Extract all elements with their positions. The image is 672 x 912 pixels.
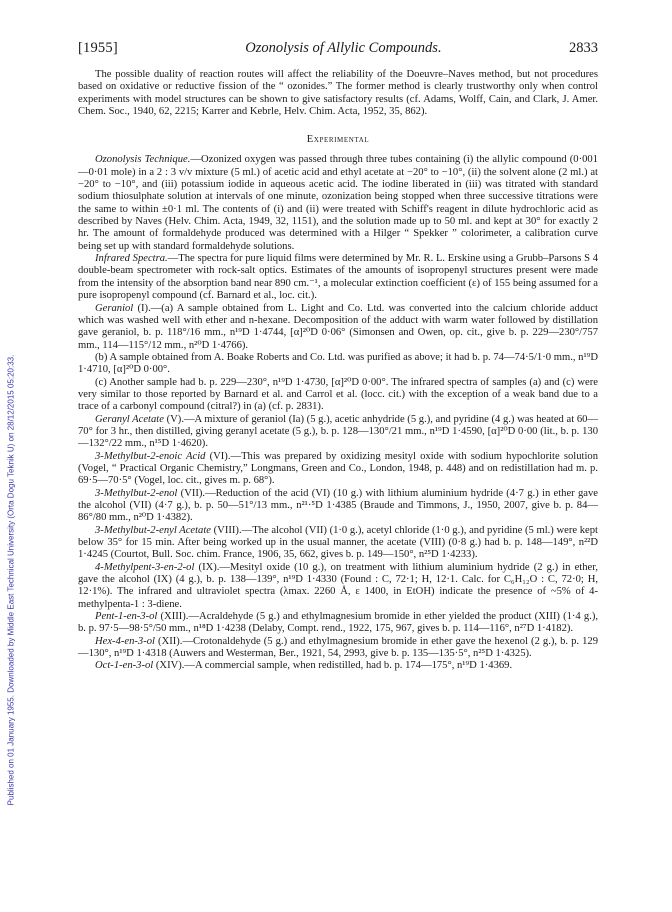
- page-header: [78, 40, 598, 57]
- paragraph-methylbutenol: [78, 488, 598, 525]
- paragraph-heading: Geranyl Acetate: [95, 413, 164, 425]
- paragraph-geraniol-b: [78, 352, 598, 377]
- paragraph-methylbutenyl-acetate: [78, 525, 598, 562]
- paragraph-body: (b) A sample obtained from A. Boake Roberts and Co. Ltd. was purified as above; it had b. p. 74—74·5/1·0 mm., n¹⁹D 1·4710, [α]²⁰D 0·00°.: [78, 351, 598, 376]
- paragraph-methylbutenoic-acid: [78, 451, 598, 488]
- paragraph-geraniol-a: [78, 303, 598, 352]
- paragraph-geraniol-c: [78, 377, 598, 414]
- intro-paragraph: The possible duality of reaction routes will affect the reliability of the Doeuvre–Naves method, but not procedures based on oxidative or reductive fission of the “ ozonides.” The former method is clearly trustworthy only when control experiments with model structures can be shown to give satisfactory results (cf. Adams, Wolff, Cain, and Clark, J. Amer. Chem. Soc., 1940, 62, 2215; Karrer and Kebrle, Helv. Chim. Acta, 1952, 35, 862).: [78, 69, 598, 118]
- paragraph-pentenol: [78, 611, 598, 636]
- paragraph-ozonolysis-technique: [78, 154, 598, 253]
- paragraph-body: (V).—A mixture of geraniol (Ia) (5 g.), acetic anhydride (5 g.), and pyridine (4 g.) was heated at 60—70° for 3 hr., then distilled, giving geranyl acetate (5 g.), b. p. 128—130°/21 mm., n¹⁹D 1·4590, [α]²⁰D 0·00 (lit., b. p. 130—132°/22 mm., n¹⁵D 1·4620).: [78, 413, 599, 450]
- paragraph-methylpentenol: [78, 562, 598, 611]
- paragraph-infrared-spectra: [78, 253, 598, 302]
- paragraph-body: (XIII).—Acraldehyde (5 g.) and ethylmagnesium bromide in ether yielded the product (XIII) (1·4 g.), b. p. 97·5—98·5°/50 mm., n¹⁸D 1·4238 (Delaby, Compt. rend., 1922, 175, 967, gives b. p. 114—116°, n²⁷D 1·4182).: [78, 611, 598, 635]
- paragraph-heading: Geraniol: [95, 302, 134, 314]
- paragraph-heading: 3-Methylbut-2-enyl Acetate: [95, 524, 211, 536]
- paragraph-hexenol: [78, 636, 598, 661]
- paragraph-heading: Hex-4-en-3-ol: [95, 635, 155, 647]
- paragraph-body: (VIII).—The alcohol (VII) (1·0 g.), acetyl chloride (1·0 g.), and pyridine (5 ml.) were kept below 35° for 15 min. After being worked up in the usual manner, the acetate (VIII) (0·8 g.) had b. p. 148—149°, n²²D 1·4245 (Courtot, Bull. Soc. chim. France, 1906, 35, 662, gives b. p. 149—150°, n²⁵D 1·4233).: [78, 524, 598, 561]
- paragraph-heading: Ozonolysis Technique.: [95, 154, 191, 166]
- paragraph-heading: Pent-1-en-3-ol: [95, 611, 158, 623]
- paragraph-heading: 3-Methylbut-2-enoic Acid: [95, 450, 206, 462]
- paragraph-body: (VII).—Reduction of the acid (VI) (10 g.) with lithium aluminium hydride (4·7 g.) in ether gave the alcohol (VII) (4·7 g.), b. p. 50—51°/13 mm., n²¹·⁵D 1·4385 (Braude and Timmons, J., 1950, 2007, give b. p. 84—86°/80 mm., n²⁰D 1·4382).: [78, 487, 598, 524]
- header-year: [1955]: [78, 40, 118, 56]
- paragraph-body: (XIV).—A commercial sample, when redistilled, had b. p. 174—175°, n¹⁹D 1·4369.: [153, 660, 513, 672]
- paragraph-heading: Infrared Spectra.: [95, 253, 168, 265]
- paragraph-heading: 4-Methylpent-3-en-2-ol: [95, 561, 195, 573]
- paragraph-body: (IX).—Mesityl oxide (10 g.), on treatment with lithium aluminium hydride (2 g.) in ether, gave the alcohol (IX) (4 g.), b. p. 138—139°, n¹⁹D 1·4330 (Found : C, 72·1; H, 12·1. Calc. for C₆H₁₂O : C, 72·0; H, 12·1%). The infrared and ultraviolet spectra (λmax. 2260 Å, ε 1400, in EtOH) indicate the presence of ~5% of 4-methylpenta-1 : 3-diene.: [78, 561, 598, 610]
- page-number: 2833: [569, 40, 598, 56]
- paragraph-body: (VI).—This was prepared by oxidizing mesityl oxide with sodium hypochlorite solution (Vogel, “ Practical Organic Chemistry,” Longmans, Green and Co., London, 1948, p. 448) and on redistillation had m. p. 69·5—70·5° (Vogel, loc. cit., gives m. p. 68°).: [78, 450, 598, 487]
- paragraph-heading: 3-Methylbut-2-enol: [95, 487, 178, 499]
- download-notice-sidebar: [0, 0, 22, 912]
- paragraph-heading: Oct-1-en-3-ol: [95, 660, 154, 672]
- journal-page: [78, 40, 598, 673]
- paragraph-body: —Ozonized oxygen was passed through three tubes containing (i) the allylic compound (0·001—0·01 mole) in a 2 : 3 v/v mixture (5 ml.) of acetic acid and ethyl acetate at −20° to −10°, (ii) the solvent alone (2 ml.) at −20° to −10°, and (iii) potassium iodide in aqueous acetic acid. The iodine liberated in (iii) was titrated with standard sodium thiosulphate solution at intervals of one minute, ozonization being stopped when three successive titrations were the same to within ±0·1 ml. The contents of (i) and (ii) were treated with Schiff's reagent in dilute hydrochloric acid as described by Naves (Helv. Chim. Acta, 1949, 32, 1151), and the solution made up to 50 ml. and kept at 30° for exactly 2 hr. The amount of formaldehyde produced was determined with a Hilger “ Spekker ” colorimeter, a calibration curve being set up with standard formaldehyde solutions.: [78, 154, 598, 252]
- paragraph-body: —The spectra for pure liquid films were determined by Mr. R. L. Erskine using a Grubb–Parsons S 4 double-beam spectrometer with rock-salt optics. Estimates of the amounts of isopropenyl structures present were made from the intensity of the absorption band near 890 cm.⁻¹, a molecular extinction coefficient (ε) of 155 being assumed for a pure isopropenyl compound (cf. Barnard et al., loc. cit.).: [78, 253, 598, 302]
- paragraph-body: (XII).—Crotonaldehyde (5 g.) and ethylmagnesium bromide in ether gave the hexenol (2 g.), b. p. 129—130°, n¹⁹D 1·4318 (Auwers and Westerman, Ber., 1921, 54, 2993, give b. p. 135—135·5°, n²⁵D 1·4325).: [78, 635, 598, 660]
- download-notice-text: Published on 01 January 1955. Downloaded by Middle East Technical University (Orta Dogu Teknik U) on 28/12/2015 05:20:33.: [6, 354, 16, 806]
- paragraph-octenol: [78, 660, 598, 672]
- running-title: Ozonolysis of Allylic Compounds.: [245, 40, 442, 56]
- paragraph-body: (c) Another sample had b. p. 229—230°, n¹⁹D 1·4730, [α]²⁰D 0·00°. The infrared spectra of samples (a) and (c) were very similar to those reported by Barnard et al. and Carrol et al. (locc. cit.) with the exception of a weak band due to a trace of a carbonyl compound (citral?) in (a) (cf. p. 2831).: [78, 376, 598, 413]
- paragraph-body: (I).—(a) A sample obtained from L. Light and Co. Ltd. was converted into the calcium chloride adduct which was washed well with ether and n-hexane. Decomposition of the adduct with warm water followed by distillation gave geraniol, b. p. 118°/16 mm., n¹⁹D 1·4744, [α]²⁰D 0·06° (Simonsen and Owen, op. cit., give b. p. 229—230°/757 mm., 114—115°/12 mm., n²⁰D 1·4766).: [78, 302, 598, 351]
- section-heading-experimental: Experimental: [306, 134, 370, 146]
- paragraph-geranyl-acetate: [78, 414, 598, 451]
